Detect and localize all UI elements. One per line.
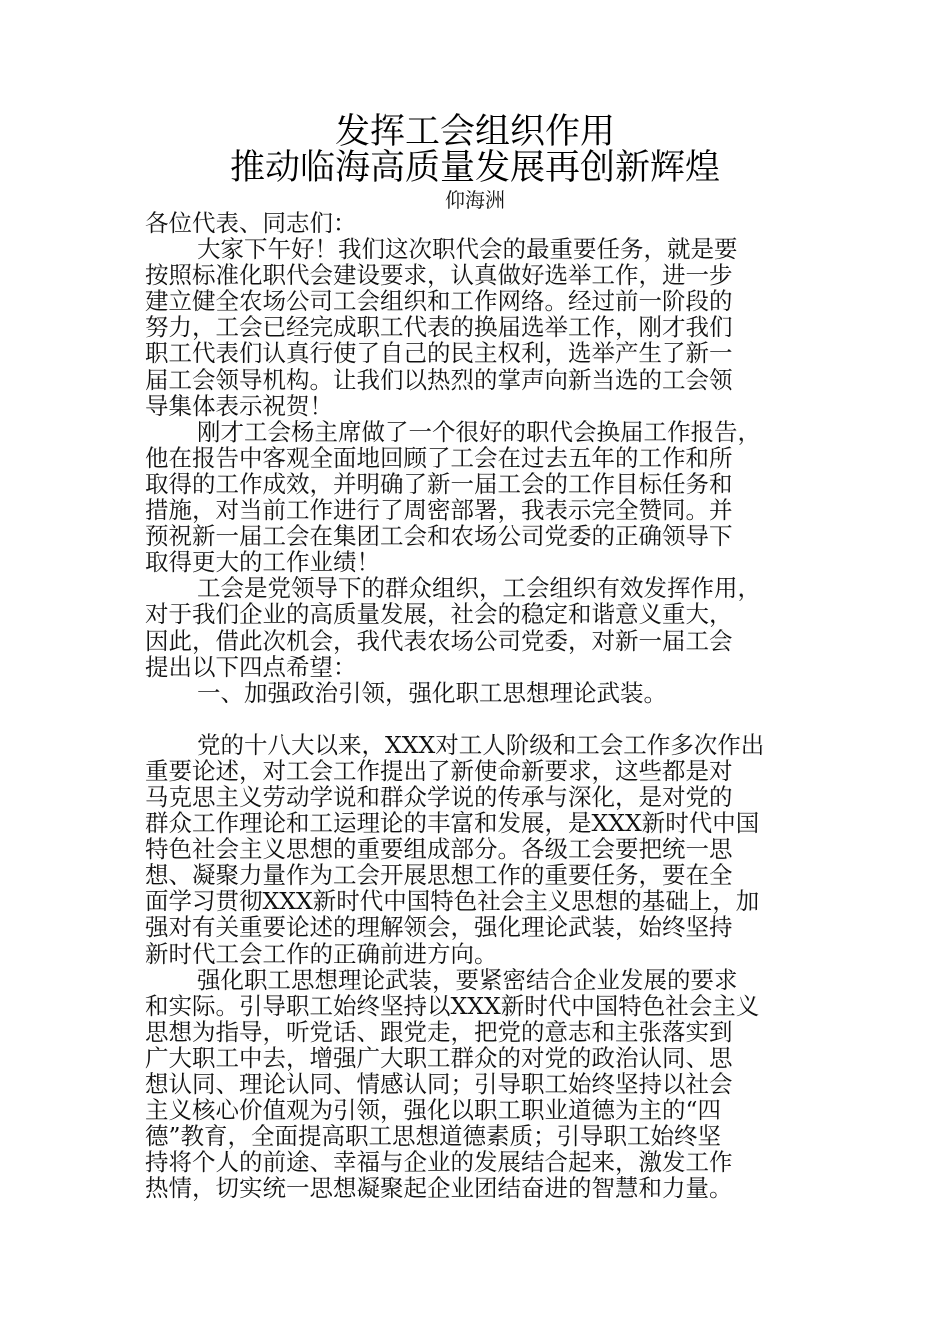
paragraph-line: 面学习贯彻XXX新时代中国特色社会主义思想的基础上，加 bbox=[145, 887, 760, 916]
paragraph-line: 大家下午好！我们这次职代会的最重要任务，就是要 bbox=[197, 235, 738, 264]
paragraph-line: 群众工作理论和工运理论的丰富和发展，是XXX新时代中国 bbox=[145, 809, 760, 838]
paragraph-line: 届工会领导机构。让我们以热烈的掌声向新当选的工会领 bbox=[145, 365, 733, 394]
paragraph-line: 建立健全农场公司工会组织和工作网络。经过前一阶段的 bbox=[145, 287, 733, 316]
section-heading: 一、加强政治引领，强化职工思想理论武装。 bbox=[197, 678, 667, 707]
paragraph-line: 广大职工中去，增强广大职工群众的对党的政治认同、思 bbox=[145, 1043, 733, 1072]
paragraph-line: 思想为指导，听党话、跟党走，把党的意志和主张落实到 bbox=[145, 1017, 733, 1046]
paragraph-line: 强化职工思想理论武装，要紧密结合企业发展的要求 bbox=[197, 965, 738, 994]
paragraph-line: 持将个人的前途、幸福与企业的发展结合起来，激发工作 bbox=[145, 1148, 733, 1177]
title-line-1: 发挥工会组织作用 bbox=[334, 112, 615, 152]
paragraph-line: 导集体表示祝贺！ bbox=[145, 391, 333, 420]
author: 仰海洲 bbox=[445, 188, 505, 212]
paragraph-line: 主义核心价值观为引领，强化以职工职业道德为主的“四 bbox=[145, 1096, 722, 1125]
paragraph-line: 强对有关重要论述的理解领会，强化理论武装，始终坚持 bbox=[145, 913, 733, 942]
paragraph-line: 马克思主义劳动学说和群众学说的传承与深化，是对党的 bbox=[145, 782, 733, 811]
paragraph-line: 和实际。引导职工始终坚持以XXX新时代中国特色社会主义 bbox=[145, 991, 760, 1020]
paragraph-line: 重要论述，对工会工作提出了新使命新要求，这些都是对 bbox=[145, 756, 733, 785]
paragraph-line: 措施，对当前工作进行了周密部署，我表示完全赞同。并 bbox=[145, 496, 733, 525]
paragraph-line: 想、凝聚力量作为工会开展思想工作的重要任务，要在全 bbox=[145, 861, 733, 890]
paragraph-line: 努力，工会已经完成职工代表的换届选举工作，刚才我们 bbox=[145, 313, 733, 342]
paragraph-line: 职工代表们认真行使了自己的民主权利，选举产生了新一 bbox=[145, 339, 733, 368]
paragraph-line: 对于我们企业的高质量发展，社会的稳定和谐意义重大， bbox=[145, 600, 733, 629]
paragraph-line: 取得更大的工作业绩！ bbox=[145, 548, 380, 577]
paragraph-line: 热情，切实统一思想凝聚起企业团结奋进的智慧和力量。 bbox=[145, 1174, 733, 1203]
paragraph-line: 想认同、理论认同、情感认同；引导职工始终坚持以社会 bbox=[145, 1070, 733, 1098]
paragraph-line: 提出以下四点希望： bbox=[145, 652, 357, 681]
document-body bbox=[145, 210, 835, 1201]
paragraph-line: 刚才工会杨主席做了一个很好的职代会换届工作报告， bbox=[197, 417, 761, 446]
paragraph-line: 因此，借此次机会，我代表农场公司党委，对新一届工会 bbox=[145, 626, 733, 655]
paragraph-line: 德”教育，全面提高职工思想道德素质；引导职工始终坚 bbox=[145, 1122, 722, 1151]
paragraph-line: 按照标准化职代会建设要求，认真做好选举工作，进一步 bbox=[145, 261, 733, 290]
paragraph-line: 党的十八大以来，XXX对工人阶级和工会工作多次作出 bbox=[197, 730, 765, 759]
title-line-2: 推动临海高质量发展再创新辉煌 bbox=[229, 148, 720, 188]
paragraph-line: 取得的工作成效，并明确了新一届工会的工作目标任务和 bbox=[145, 469, 733, 498]
paragraph-line: 新时代工会工作的正确前进方向。 bbox=[145, 939, 498, 968]
salutation: 各位代表、同志们： bbox=[145, 209, 357, 237]
blank-line bbox=[145, 706, 835, 732]
paragraph-line: 预祝新一届工会在集团工会和农场公司党委的正确领导下 bbox=[145, 522, 733, 551]
paragraph-line: 特色社会主义思想的重要组成部分。各级工会要把统一思 bbox=[145, 835, 733, 864]
paragraph-line: 他在报告中客观全面地回顾了工会在过去五年的工作和所 bbox=[145, 443, 733, 472]
paragraph-line: 工会是党领导下的群众组织，工会组织有效发挥作用， bbox=[197, 574, 761, 603]
